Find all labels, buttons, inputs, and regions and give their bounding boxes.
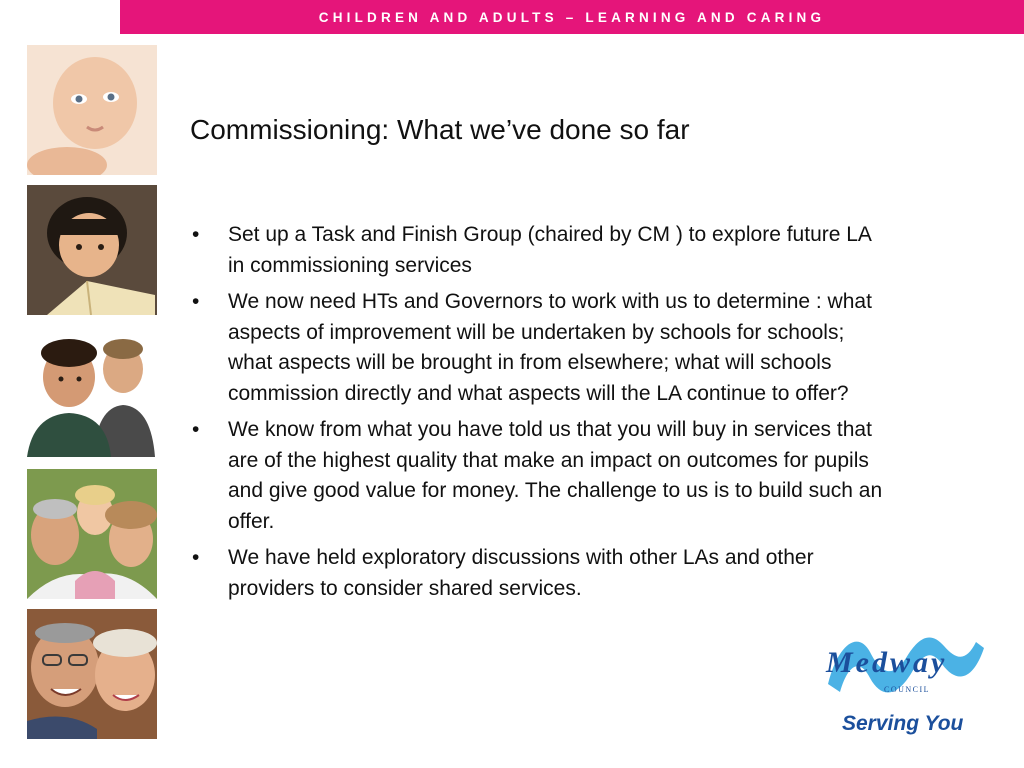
- logo-council-label: COUNCIL: [884, 685, 931, 694]
- girl-reading-photo: [27, 185, 157, 315]
- baby-photo: [27, 45, 157, 175]
- logo-tagline: Serving You: [842, 712, 964, 735]
- elderly-couple-photo: [27, 609, 157, 739]
- slide-title: Commissioning: What we’ve done so far: [190, 114, 690, 145]
- bullet-marker: •: [192, 290, 200, 313]
- banner-text: CHILDREN AND ADULTS – LEARNING AND CARING: [318, 9, 826, 25]
- teenage-boys-photo: [27, 327, 157, 457]
- logo-wordmark: Medway: [826, 646, 948, 679]
- bullet-list: [190, 220, 890, 610]
- bullet-item: [190, 287, 890, 409]
- bullet-item: [190, 415, 890, 537]
- family-photo: [27, 469, 157, 599]
- bullet-marker: •: [192, 223, 200, 246]
- bullet-marker: •: [192, 418, 200, 441]
- bullet-text: Set up a Task and Finish Group (chaired by CM ) to explore future LA in commissioning services: [228, 223, 871, 277]
- photo-strip: [27, 45, 157, 737]
- bullet-item: [190, 220, 890, 281]
- medway-council-logo: [818, 622, 998, 744]
- bullet-marker: •: [192, 546, 200, 569]
- bullet-text: We have held exploratory discussions with other LAs and other providers to consider shared services.: [228, 546, 814, 600]
- bullet-text: We know from what you have told us that you will buy in services that are of the highest quality that make an impact on outcomes for pupils and give good value for money. The challenge to us is to build such an offer.: [228, 418, 883, 533]
- bullet-text: We now need HTs and Governors to work with us to determine : what aspects of improvement will be undertaken by schools for schools; what aspects will be brought in from elsewhere; what will schools commission directly and what aspects will the LA continue to offer?: [228, 290, 872, 405]
- header-banner: [120, 0, 1024, 34]
- bullet-item: [190, 543, 890, 604]
